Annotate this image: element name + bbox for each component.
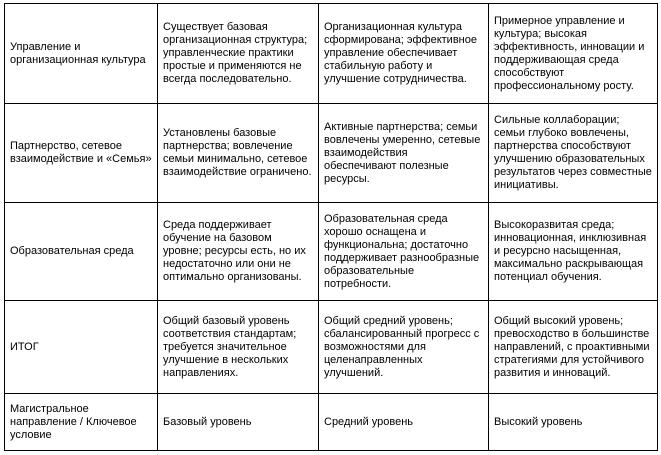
table-cell: Образовательная среда хорошо оснащена и функциональна; достаточно поддерживает разнообразные образовательные потребности. <box>319 203 489 301</box>
table-cell: Сильные коллаборации; семьи глубоко вовлечены, партнерства способствуют улучшению образовательных результатов через совместные инициативы. <box>489 104 658 203</box>
table-cell: Примерное управление и культура; высокая эффективность, инновации и поддерживающая среда способствуют профессиональному росту. <box>489 4 658 104</box>
table-row <box>5 203 658 301</box>
table-footer-row <box>5 394 658 451</box>
table-row <box>5 301 658 394</box>
table-cell: Высокоразвитая среда; инновационная, инклюзивная и ресурсно насыщенная, максимально раскрывающая потенциал обучения. <box>489 203 658 301</box>
row-header-cell: Управление и организационная культура <box>5 4 158 104</box>
table-cell: Установлены базовые партнерства; вовлечение семьи минимально, сетевое взаимодействие ограничено. <box>158 104 319 203</box>
table-cell: Общий базовый уровень соответствия стандартам; требуется значительное улучшение в нескольких направлениях. <box>158 301 319 394</box>
level-label-cell: Высокий уровень <box>489 394 658 451</box>
row-header-cell: ИТОГ <box>5 301 158 394</box>
table-cell: Существует базовая организационная структура; управленческие практики простые и применяются не всегда последовательно. <box>158 4 319 104</box>
row-header-cell: Образовательная среда <box>5 203 158 301</box>
footer-header-cell: Магистральное направление / Ключевое условие <box>5 394 158 451</box>
level-label-cell: Средний уровень <box>319 394 489 451</box>
level-label-cell: Базовый уровень <box>158 394 319 451</box>
table-cell: Среда поддерживает обучение на базовом уровне; ресурсы есть, но их недостаточно или они не оптимально организованы. <box>158 203 319 301</box>
table-row <box>5 4 658 104</box>
table-row <box>5 104 658 203</box>
table-cell: Организационная культура сформирована; эффективное управление обеспечивает стабильную работу и улучшение сотрудничества. <box>319 4 489 104</box>
table-cell: Общий высокий уровень; превосходство в большинстве направлений, с проактивными стратегиями для устойчивого развития и инноваций. <box>489 301 658 394</box>
assessment-rubric-table <box>4 3 658 451</box>
row-header-cell: Партнерство, сетевое взаимодействие и «Семья» <box>5 104 158 203</box>
table-cell: Активные партнерства; семьи вовлечены умеренно, сетевые взаимодействия обеспечивают полезные ресурсы. <box>319 104 489 203</box>
table-cell: Общий средний уровень; сбалансированный прогресс с возможностями для целенаправленных улучшений. <box>319 301 489 394</box>
